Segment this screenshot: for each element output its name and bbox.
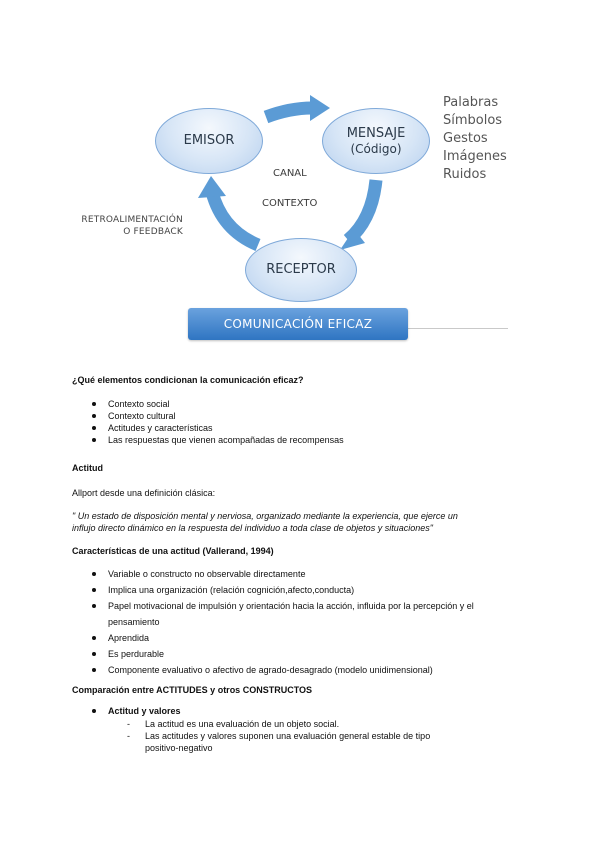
contexto-label: CONTEXTO [262,198,318,209]
arrow-receptor-to-emisor [212,192,258,245]
list-item: Contexto social [72,398,344,410]
list-item: Actitudes y características [72,422,344,434]
sub-list-item: - La actitud es una evaluación de un objeto social. [125,718,430,730]
quote-line1: " Un estado de disposición mental y nerviosa, organizado mediante la experiencia, que ejerce un [72,511,458,521]
list-item: Implica una organización (relación cognición,afecto,conducta) [72,582,474,598]
sub-list-item: - Las actitudes y valores suponen una evaluación general estable de tipo [125,730,430,742]
arrow-emisor-to-mensaje [266,108,312,117]
actitud-heading: Actitud [72,463,103,473]
receptor-node [245,238,357,302]
codigo-label: (Código) [350,141,402,156]
mensaje-label: MENSAJE [346,126,406,141]
emisor-node [155,108,263,174]
arrowhead-mensaje [310,95,330,121]
message-word: Palabras [443,95,499,110]
mensaje-node [322,108,430,174]
message-words-list [443,94,507,184]
caracteristicas-list [72,566,474,678]
retro-line1: RETROALIMENTACIÓN [81,215,183,225]
communication-diagram [0,80,600,350]
arrow-mensaje-to-receptor [348,180,376,240]
message-word: Gestos [443,131,488,146]
section1-heading: ¿Qué elementos condicionan la comunicación eficaz? [72,375,304,385]
banner-divider [408,328,508,329]
retro-line2: O FEEDBACK [123,227,183,238]
comparacion-list [72,705,181,717]
list-item-continuation: pensamiento [108,617,160,627]
message-word: Ruidos [443,167,487,182]
list-item: Es perdurable [72,646,474,662]
allport-text: Allport desde una definición clásica: [72,488,216,498]
comunicacion-eficaz-banner: COMUNICACIÓN EFICAZ [188,308,408,340]
quote-line2: influjo directo dinámico en la respuesta del individuo a toda clase de objetos y situaciones" [72,523,433,533]
message-word: Imágenes [443,149,507,164]
sub-list-item-continuation: positivo-negativo [145,743,213,753]
retroalimentacion-label [70,214,183,238]
arrowhead-emisor [198,176,226,198]
list-item: Aprendida [72,630,474,646]
list-item: Actitud y valores [72,705,181,717]
list-item: Variable o constructo no observable directamente [72,566,474,582]
list-item: Componente evaluativo o afectivo de agrado-desagrado (modelo unidimensional) [72,662,474,678]
section1-list [72,398,344,446]
list-item: Las respuestas que vienen acompañadas de recompensas [72,434,344,446]
list-item: Papel motivacional de impulsión y orientación hacia la acción, influida por la percepción y el [72,598,474,614]
emisor-label: EMISOR [183,133,235,149]
receptor-label: RECEPTOR [266,262,336,278]
caracteristicas-heading: Características de una actitud (Vallerand, 1994) [72,546,274,556]
comparacion-heading: Comparación entre ACTITUDES y otros CONSTRUCTOS [72,685,313,695]
list-item: Contexto cultural [72,410,344,422]
message-word: Símbolos [443,113,503,128]
canal-label: CANAL [273,168,307,179]
comparacion-sublist [125,718,430,754]
